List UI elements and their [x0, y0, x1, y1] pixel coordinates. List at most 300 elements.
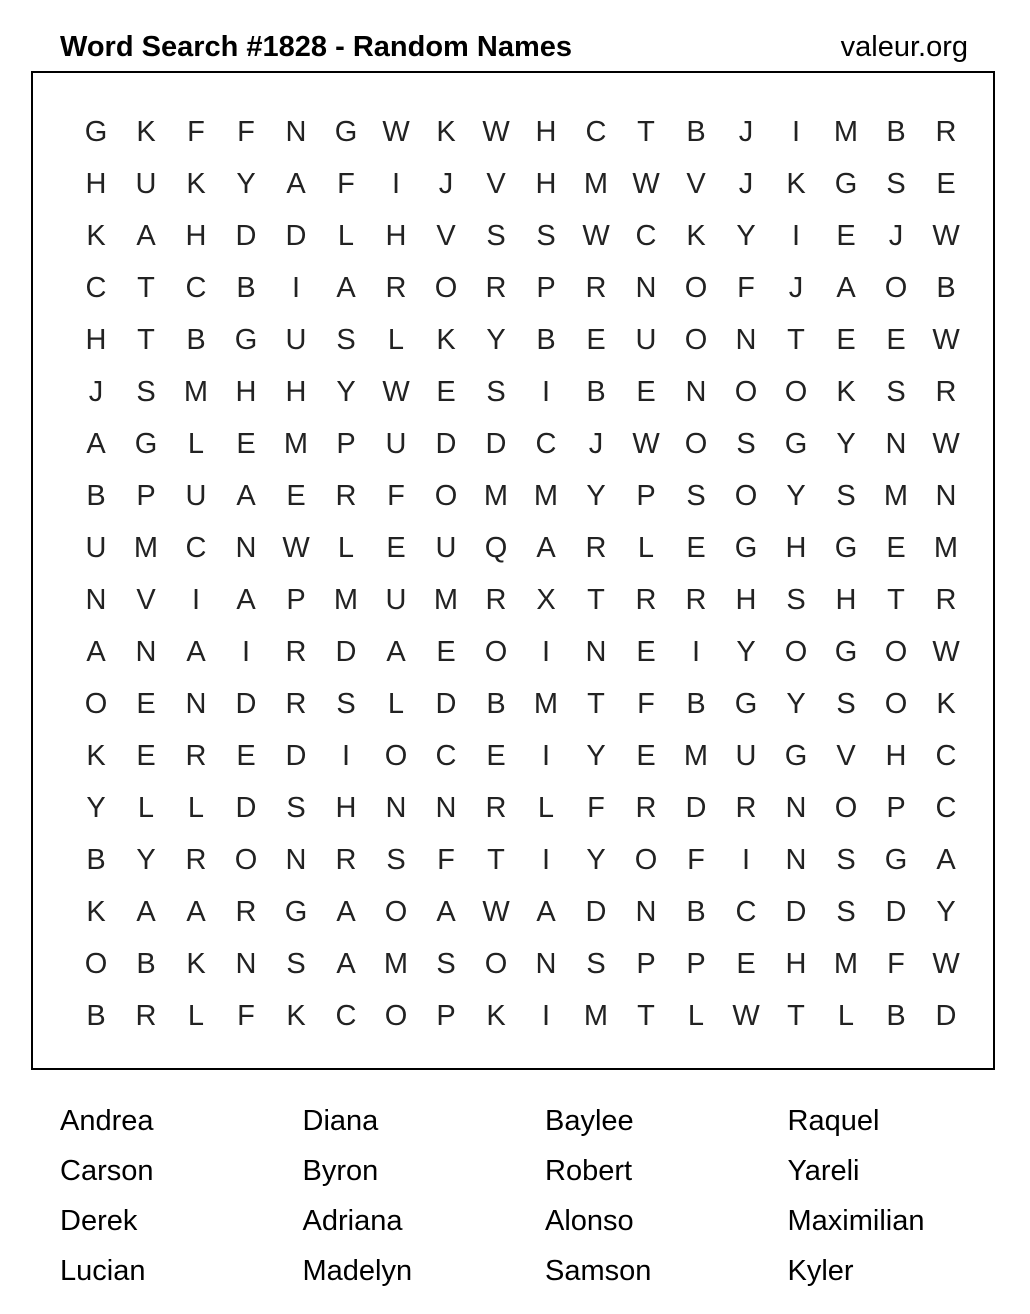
grid-letter: A [386, 635, 406, 668]
grid-letter: F [337, 167, 355, 200]
word-list-item: Alonso [545, 1205, 634, 1237]
grid-letter: I [291, 271, 301, 304]
grid-letter: N [235, 947, 257, 980]
grid-letter: M [883, 479, 909, 512]
grid-letter: G [784, 427, 808, 460]
grid-letter: K [86, 739, 106, 772]
grid-letter: W [282, 531, 310, 564]
grid-letter: V [836, 739, 856, 772]
grid-letter: T [637, 115, 655, 148]
grid-letter: I [541, 635, 551, 668]
grid-letter: F [737, 271, 755, 304]
grid-letter: C [635, 219, 657, 252]
grid-letter: H [335, 791, 357, 824]
grid-letter: O [784, 635, 808, 668]
grid-letter: N [635, 895, 657, 928]
grid-letter: C [935, 791, 957, 824]
grid-letter: D [785, 895, 807, 928]
grid-letter: Y [236, 167, 256, 200]
grid-letter: J [888, 219, 904, 252]
grid-letter: K [436, 323, 456, 356]
grid-letter: B [136, 947, 156, 980]
grid-letter: W [932, 947, 960, 980]
grid-letter: N [235, 531, 257, 564]
grid-letter: R [335, 479, 357, 512]
grid-letter: S [136, 375, 156, 408]
grid-letter: M [483, 479, 509, 512]
grid-letter: T [137, 323, 155, 356]
grid-letter: O [634, 843, 658, 876]
grid-letter: T [137, 271, 155, 304]
grid-letter: O [834, 791, 858, 824]
grid-letter: D [935, 999, 957, 1032]
grid-letter: E [236, 427, 256, 460]
grid-letter: U [635, 323, 657, 356]
word-list-item: Byron [302, 1155, 379, 1187]
grid-letter: R [935, 375, 957, 408]
grid-letter: I [791, 219, 801, 252]
grid-letter: G [884, 843, 908, 876]
grid-letter: S [886, 375, 906, 408]
grid-letter: A [236, 583, 256, 616]
grid-letter: J [738, 167, 754, 200]
grid-letter: E [936, 167, 956, 200]
grid-letter: B [686, 687, 706, 720]
grid-letter: N [435, 791, 457, 824]
grid-letter: M [133, 531, 159, 564]
grid-letter: K [686, 219, 706, 252]
grid-letter: L [387, 323, 405, 356]
grid-letter: J [588, 427, 604, 460]
grid-letter: L [537, 791, 555, 824]
grid-letter: I [241, 635, 251, 668]
grid-letter: B [886, 999, 906, 1032]
grid-letter: R [935, 583, 957, 616]
grid-letter: R [685, 583, 707, 616]
grid-letter: W [932, 323, 960, 356]
grid-letter: O [484, 635, 508, 668]
grid-letter: P [436, 999, 456, 1032]
grid-letter: V [136, 583, 156, 616]
grid-letter: M [533, 479, 559, 512]
grid-letter: K [86, 895, 106, 928]
grid-letter: S [886, 167, 906, 200]
grid-letter: E [486, 739, 506, 772]
grid-letter: W [932, 427, 960, 460]
grid-letter: E [436, 635, 456, 668]
grid-letter: S [536, 219, 556, 252]
grid-letter: N [935, 479, 957, 512]
grid-letter: E [636, 635, 656, 668]
grid-letter: M [833, 115, 859, 148]
grid-letter: G [784, 739, 808, 772]
grid-letter: M [283, 427, 309, 460]
grid-letter: E [386, 531, 406, 564]
grid-letter: Y [586, 479, 606, 512]
grid-letter: V [686, 167, 706, 200]
grid-letter: S [336, 687, 356, 720]
grid-letter: H [385, 219, 407, 252]
grid-letter: O [734, 479, 758, 512]
grid-letter: C [185, 531, 207, 564]
grid-letter: P [686, 947, 706, 980]
word-list-item: Adriana [302, 1205, 403, 1237]
grid-letter: T [787, 323, 805, 356]
grid-letter: F [637, 687, 655, 720]
grid-letter: K [786, 167, 806, 200]
grid-letter: A [336, 271, 356, 304]
grid-letter: I [541, 375, 551, 408]
grid-letter: R [335, 843, 357, 876]
grid-letter: N [185, 687, 207, 720]
grid-letter: O [784, 375, 808, 408]
grid-letter: A [186, 895, 206, 928]
grid-letter: T [887, 583, 905, 616]
grid-letter: I [791, 115, 801, 148]
grid-letter: V [436, 219, 456, 252]
grid-letter: N [585, 635, 607, 668]
grid-letter: A [86, 635, 106, 668]
grid-letter: A [86, 427, 106, 460]
grid-letter: R [735, 791, 757, 824]
grid-letter: D [235, 219, 257, 252]
grid-letter: H [735, 583, 757, 616]
grid-letter: A [136, 895, 156, 928]
grid-letter: B [86, 999, 106, 1032]
grid-letter: I [691, 635, 701, 668]
grid-letter: I [541, 999, 551, 1032]
grid-letter: R [285, 687, 307, 720]
letter-grid [71, 106, 971, 1042]
word-list-item: Maximilian [787, 1205, 925, 1237]
grid-letter: L [187, 791, 205, 824]
grid-letter: S [336, 323, 356, 356]
grid-letter: U [385, 583, 407, 616]
grid-letter: P [636, 479, 656, 512]
grid-letter: K [136, 115, 156, 148]
grid-letter: S [486, 219, 506, 252]
grid-letter: H [185, 219, 207, 252]
grid-letter: P [286, 583, 306, 616]
grid-letter: Y [786, 687, 806, 720]
grid-letter: I [541, 739, 551, 772]
grid-letter: G [834, 531, 858, 564]
grid-letter: H [535, 115, 557, 148]
grid-letter: B [236, 271, 256, 304]
grid-letter: R [635, 583, 657, 616]
grid-letter: W [382, 115, 410, 148]
grid-letter: B [536, 323, 556, 356]
word-list-item: Yareli [787, 1155, 860, 1187]
grid-letter: R [935, 115, 957, 148]
grid-letter: B [686, 895, 706, 928]
grid-letter: O [684, 271, 708, 304]
grid-letter: D [235, 687, 257, 720]
grid-letter: R [585, 271, 607, 304]
grid-letter: R [485, 583, 507, 616]
grid-letter: F [237, 115, 255, 148]
grid-letter: A [836, 271, 856, 304]
grid-letter: I [341, 739, 351, 772]
grid-letter: K [286, 999, 306, 1032]
grid-letter: L [187, 427, 205, 460]
word-list-item: Madelyn [302, 1255, 413, 1287]
grid-letter: E [836, 323, 856, 356]
grid-letter: F [887, 947, 905, 980]
grid-letter: H [885, 739, 907, 772]
grid-letter: W [382, 375, 410, 408]
grid-letter: A [286, 167, 306, 200]
grid-letter: G [284, 895, 308, 928]
grid-letter: N [785, 843, 807, 876]
grid-letter: S [836, 895, 856, 928]
grid-letter: D [285, 219, 307, 252]
grid-letter: X [536, 583, 556, 616]
grid-letter: B [586, 375, 606, 408]
grid-letter: P [636, 947, 656, 980]
grid-letter: W [482, 115, 510, 148]
grid-letter: I [741, 843, 751, 876]
grid-letter: E [286, 479, 306, 512]
grid-letter: O [234, 843, 258, 876]
grid-letter: J [438, 167, 454, 200]
grid-letter: W [632, 427, 660, 460]
grid-letter: C [535, 427, 557, 460]
grid-letter: C [585, 115, 607, 148]
grid-letter: L [337, 531, 355, 564]
grid-letter: S [786, 583, 806, 616]
grid-letter: N [685, 375, 707, 408]
grid-letter: U [435, 531, 457, 564]
word-list-item: Andrea [60, 1105, 154, 1137]
grid-letter: F [687, 843, 705, 876]
grid-letter: Y [786, 479, 806, 512]
grid-letter: B [936, 271, 956, 304]
grid-letter: L [337, 219, 355, 252]
word-list-item: Derek [60, 1205, 138, 1237]
grid-letter: S [286, 947, 306, 980]
grid-letter: Y [486, 323, 506, 356]
grid-letter: H [785, 531, 807, 564]
grid-letter: S [386, 843, 406, 876]
grid-letter: M [933, 531, 959, 564]
grid-letter: G [834, 635, 858, 668]
grid-letter: E [586, 323, 606, 356]
grid-letter: K [936, 687, 956, 720]
grid-letter: O [434, 271, 458, 304]
grid-letter: D [685, 791, 707, 824]
grid-letter: C [735, 895, 757, 928]
grid-letter: O [884, 271, 908, 304]
grid-letter: B [486, 687, 506, 720]
grid-letter: R [235, 895, 257, 928]
grid-letter: A [186, 635, 206, 668]
grid-letter: U [385, 427, 407, 460]
grid-letter: F [187, 115, 205, 148]
grid-letter: A [536, 531, 556, 564]
grid-letter: T [587, 687, 605, 720]
grid-letter: O [884, 635, 908, 668]
grid-letter: I [541, 843, 551, 876]
grid-letter: Y [86, 791, 106, 824]
grid-letter: K [86, 219, 106, 252]
grid-letter: G [734, 531, 758, 564]
grid-letter: W [932, 635, 960, 668]
grid-letter: M [383, 947, 409, 980]
grid-letter: R [135, 999, 157, 1032]
grid-letter: S [836, 479, 856, 512]
grid-letter: V [486, 167, 506, 200]
grid-letter: A [936, 843, 956, 876]
grid-letter: C [435, 739, 457, 772]
grid-letter: K [436, 115, 456, 148]
grid-letter: R [185, 843, 207, 876]
grid-letter: C [85, 271, 107, 304]
grid-letter: L [837, 999, 855, 1032]
grid-letter: G [234, 323, 258, 356]
grid-letter: O [384, 739, 408, 772]
grid-letter: Y [836, 427, 856, 460]
grid-letter: U [185, 479, 207, 512]
grid-letter: N [385, 791, 407, 824]
grid-letter: W [582, 219, 610, 252]
grid-letter: N [285, 115, 307, 148]
grid-letter: O [384, 895, 408, 928]
grid-letter: R [635, 791, 657, 824]
grid-letter: D [335, 635, 357, 668]
grid-letter: G [334, 115, 358, 148]
grid-letter: A [436, 895, 456, 928]
grid-letter: H [785, 947, 807, 980]
grid-letter: B [686, 115, 706, 148]
grid-letter: D [485, 427, 507, 460]
word-list-item: Baylee [545, 1105, 634, 1137]
site-name: valeur.org [840, 31, 968, 63]
grid-letter: G [834, 167, 858, 200]
grid-letter: J [788, 271, 804, 304]
word-list-item: Kyler [787, 1255, 854, 1287]
grid-letter: H [535, 167, 557, 200]
grid-letter: M [333, 583, 359, 616]
grid-letter: K [836, 375, 856, 408]
grid-letter: O [684, 427, 708, 460]
grid-letter: K [186, 167, 206, 200]
grid-letter: S [686, 479, 706, 512]
grid-letter: J [88, 375, 104, 408]
grid-letter: H [235, 375, 257, 408]
grid-letter: M [183, 375, 209, 408]
grid-letter: E [636, 375, 656, 408]
grid-letter: Y [336, 375, 356, 408]
grid-letter: F [237, 999, 255, 1032]
grid-letter: P [336, 427, 356, 460]
grid-letter: N [885, 427, 907, 460]
grid-letter: S [836, 687, 856, 720]
grid-letter: I [191, 583, 201, 616]
grid-letter: M [833, 947, 859, 980]
grid-letter: H [85, 323, 107, 356]
word-list-item: Robert [545, 1155, 633, 1187]
grid-letter: D [285, 739, 307, 772]
grid-letter: M [583, 999, 609, 1032]
grid-letter: I [391, 167, 401, 200]
grid-letter: O [434, 479, 458, 512]
grid-letter: O [484, 947, 508, 980]
grid-letter: B [886, 115, 906, 148]
grid-letter: D [235, 791, 257, 824]
grid-letter: C [935, 739, 957, 772]
grid-letter: S [586, 947, 606, 980]
grid-letter: A [136, 219, 156, 252]
grid-letter: S [736, 427, 756, 460]
word-list-item: Carson [60, 1155, 154, 1187]
grid-letter: G [734, 687, 758, 720]
grid-letter: B [86, 479, 106, 512]
word-list-item: Diana [302, 1105, 379, 1137]
grid-letter: D [435, 687, 457, 720]
grid-letter: U [735, 739, 757, 772]
grid-letter: T [587, 583, 605, 616]
puzzle-title: Word Search #1828 - Random Names [60, 31, 572, 63]
grid-letter: E [136, 687, 156, 720]
grid-letter: J [738, 115, 754, 148]
grid-letter: N [785, 791, 807, 824]
grid-letter: E [736, 947, 756, 980]
grid-letter: B [86, 843, 106, 876]
grid-letter: Q [484, 531, 508, 564]
grid-letter: D [885, 895, 907, 928]
grid-letter: O [684, 323, 708, 356]
grid-letter: E [436, 375, 456, 408]
grid-letter: F [437, 843, 455, 876]
grid-letter: K [486, 999, 506, 1032]
grid-letter: N [535, 947, 557, 980]
grid-letter: C [185, 271, 207, 304]
grid-letter: R [185, 739, 207, 772]
grid-letter: E [136, 739, 156, 772]
grid-letter: N [85, 583, 107, 616]
grid-letter: D [585, 895, 607, 928]
grid-letter: A [336, 895, 356, 928]
grid-letter: G [134, 427, 158, 460]
word-list [60, 1096, 1030, 1296]
grid-letter: W [482, 895, 510, 928]
grid-letter: O [84, 687, 108, 720]
grid-letter: R [485, 791, 507, 824]
grid-letter: T [637, 999, 655, 1032]
grid-letter: O [384, 999, 408, 1032]
grid-letter: S [486, 375, 506, 408]
grid-letter: O [884, 687, 908, 720]
grid-letter: F [587, 791, 605, 824]
grid-letter: M [583, 167, 609, 200]
grid-letter: R [285, 635, 307, 668]
grid-letter: B [186, 323, 206, 356]
grid-letter: R [585, 531, 607, 564]
grid-letter: E [236, 739, 256, 772]
grid-letter: Y [736, 635, 756, 668]
grid-letter: E [836, 219, 856, 252]
word-list-item: Samson [545, 1255, 652, 1287]
grid-letter: L [637, 531, 655, 564]
grid-letter: C [335, 999, 357, 1032]
grid-letter: W [932, 219, 960, 252]
grid-letter: W [632, 167, 660, 200]
grid-letter: P [886, 791, 906, 824]
grid-letter: O [734, 375, 758, 408]
grid-letter: R [485, 271, 507, 304]
grid-letter: M [683, 739, 709, 772]
